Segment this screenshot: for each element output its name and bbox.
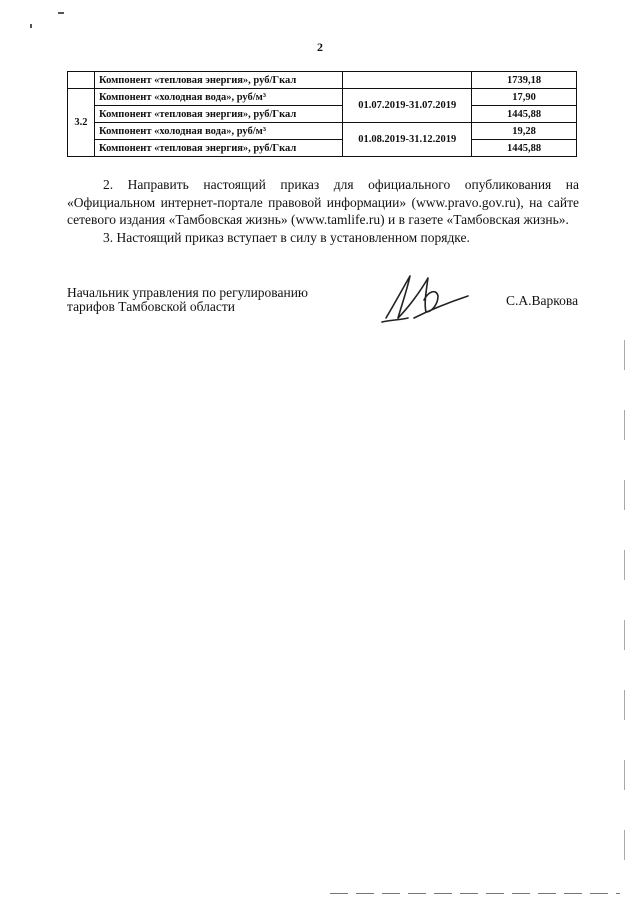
value-cell: 1739,18	[472, 72, 577, 89]
component-cell: Компонент «тепловая энергия», руб/Гкал	[94, 106, 342, 123]
value-cell: 19,28	[472, 123, 577, 140]
period-cell: 01.07.2019-31.07.2019	[343, 89, 472, 123]
table-row	[68, 72, 577, 89]
signatory-position	[67, 286, 367, 314]
value-cell: 17,90	[472, 89, 577, 106]
value-cell: 1445,88	[472, 140, 577, 157]
value-cell: 1445,88	[472, 106, 577, 123]
paragraph-entry-into-force: 3. Настоящий приказ вступает в силу в установленном порядке.	[103, 229, 470, 245]
tariff-table	[67, 71, 577, 157]
table-row	[68, 140, 577, 157]
signatory-position-line: тарифов Тамбовской области	[67, 299, 235, 314]
order-body	[67, 176, 579, 246]
table-row	[68, 89, 577, 106]
row-number-cell: 3.2	[68, 89, 95, 157]
component-cell: Компонент «тепловая энергия», руб/Гкал	[94, 72, 342, 89]
table-row	[68, 106, 577, 123]
component-cell: Компонент «холодная вода», руб/м³	[94, 123, 342, 140]
table-row	[68, 123, 577, 140]
scan-mark	[30, 24, 32, 28]
paragraph-publication: 2. Направить настоящий приказ для официального опубликования на «Официальном интернет-портале правовой информации» (www.pravo.gov.ru), на сайте сетевого издания «Тамбовская жизнь» (www.tamlife.ru) и в газете «Тамбовская жизнь».	[67, 177, 579, 227]
component-cell: Компонент «тепловая энергия», руб/Гкал	[94, 140, 342, 157]
component-cell: Компонент «холодная вода», руб/м³	[94, 89, 342, 106]
page-number: 2	[317, 40, 323, 54]
period-cell	[343, 72, 472, 89]
handwritten-signature	[380, 268, 472, 324]
signatory-name: С.А.Варкова	[506, 293, 579, 308]
period-cell: 01.08.2019-31.12.2019	[343, 123, 472, 157]
scan-bottom-artifact	[330, 893, 620, 894]
row-number-cell	[68, 72, 95, 89]
scan-edge-artifact	[624, 340, 625, 880]
signatory-position-line: Начальник управления по регулированию	[67, 285, 309, 300]
scan-mark	[58, 12, 64, 14]
